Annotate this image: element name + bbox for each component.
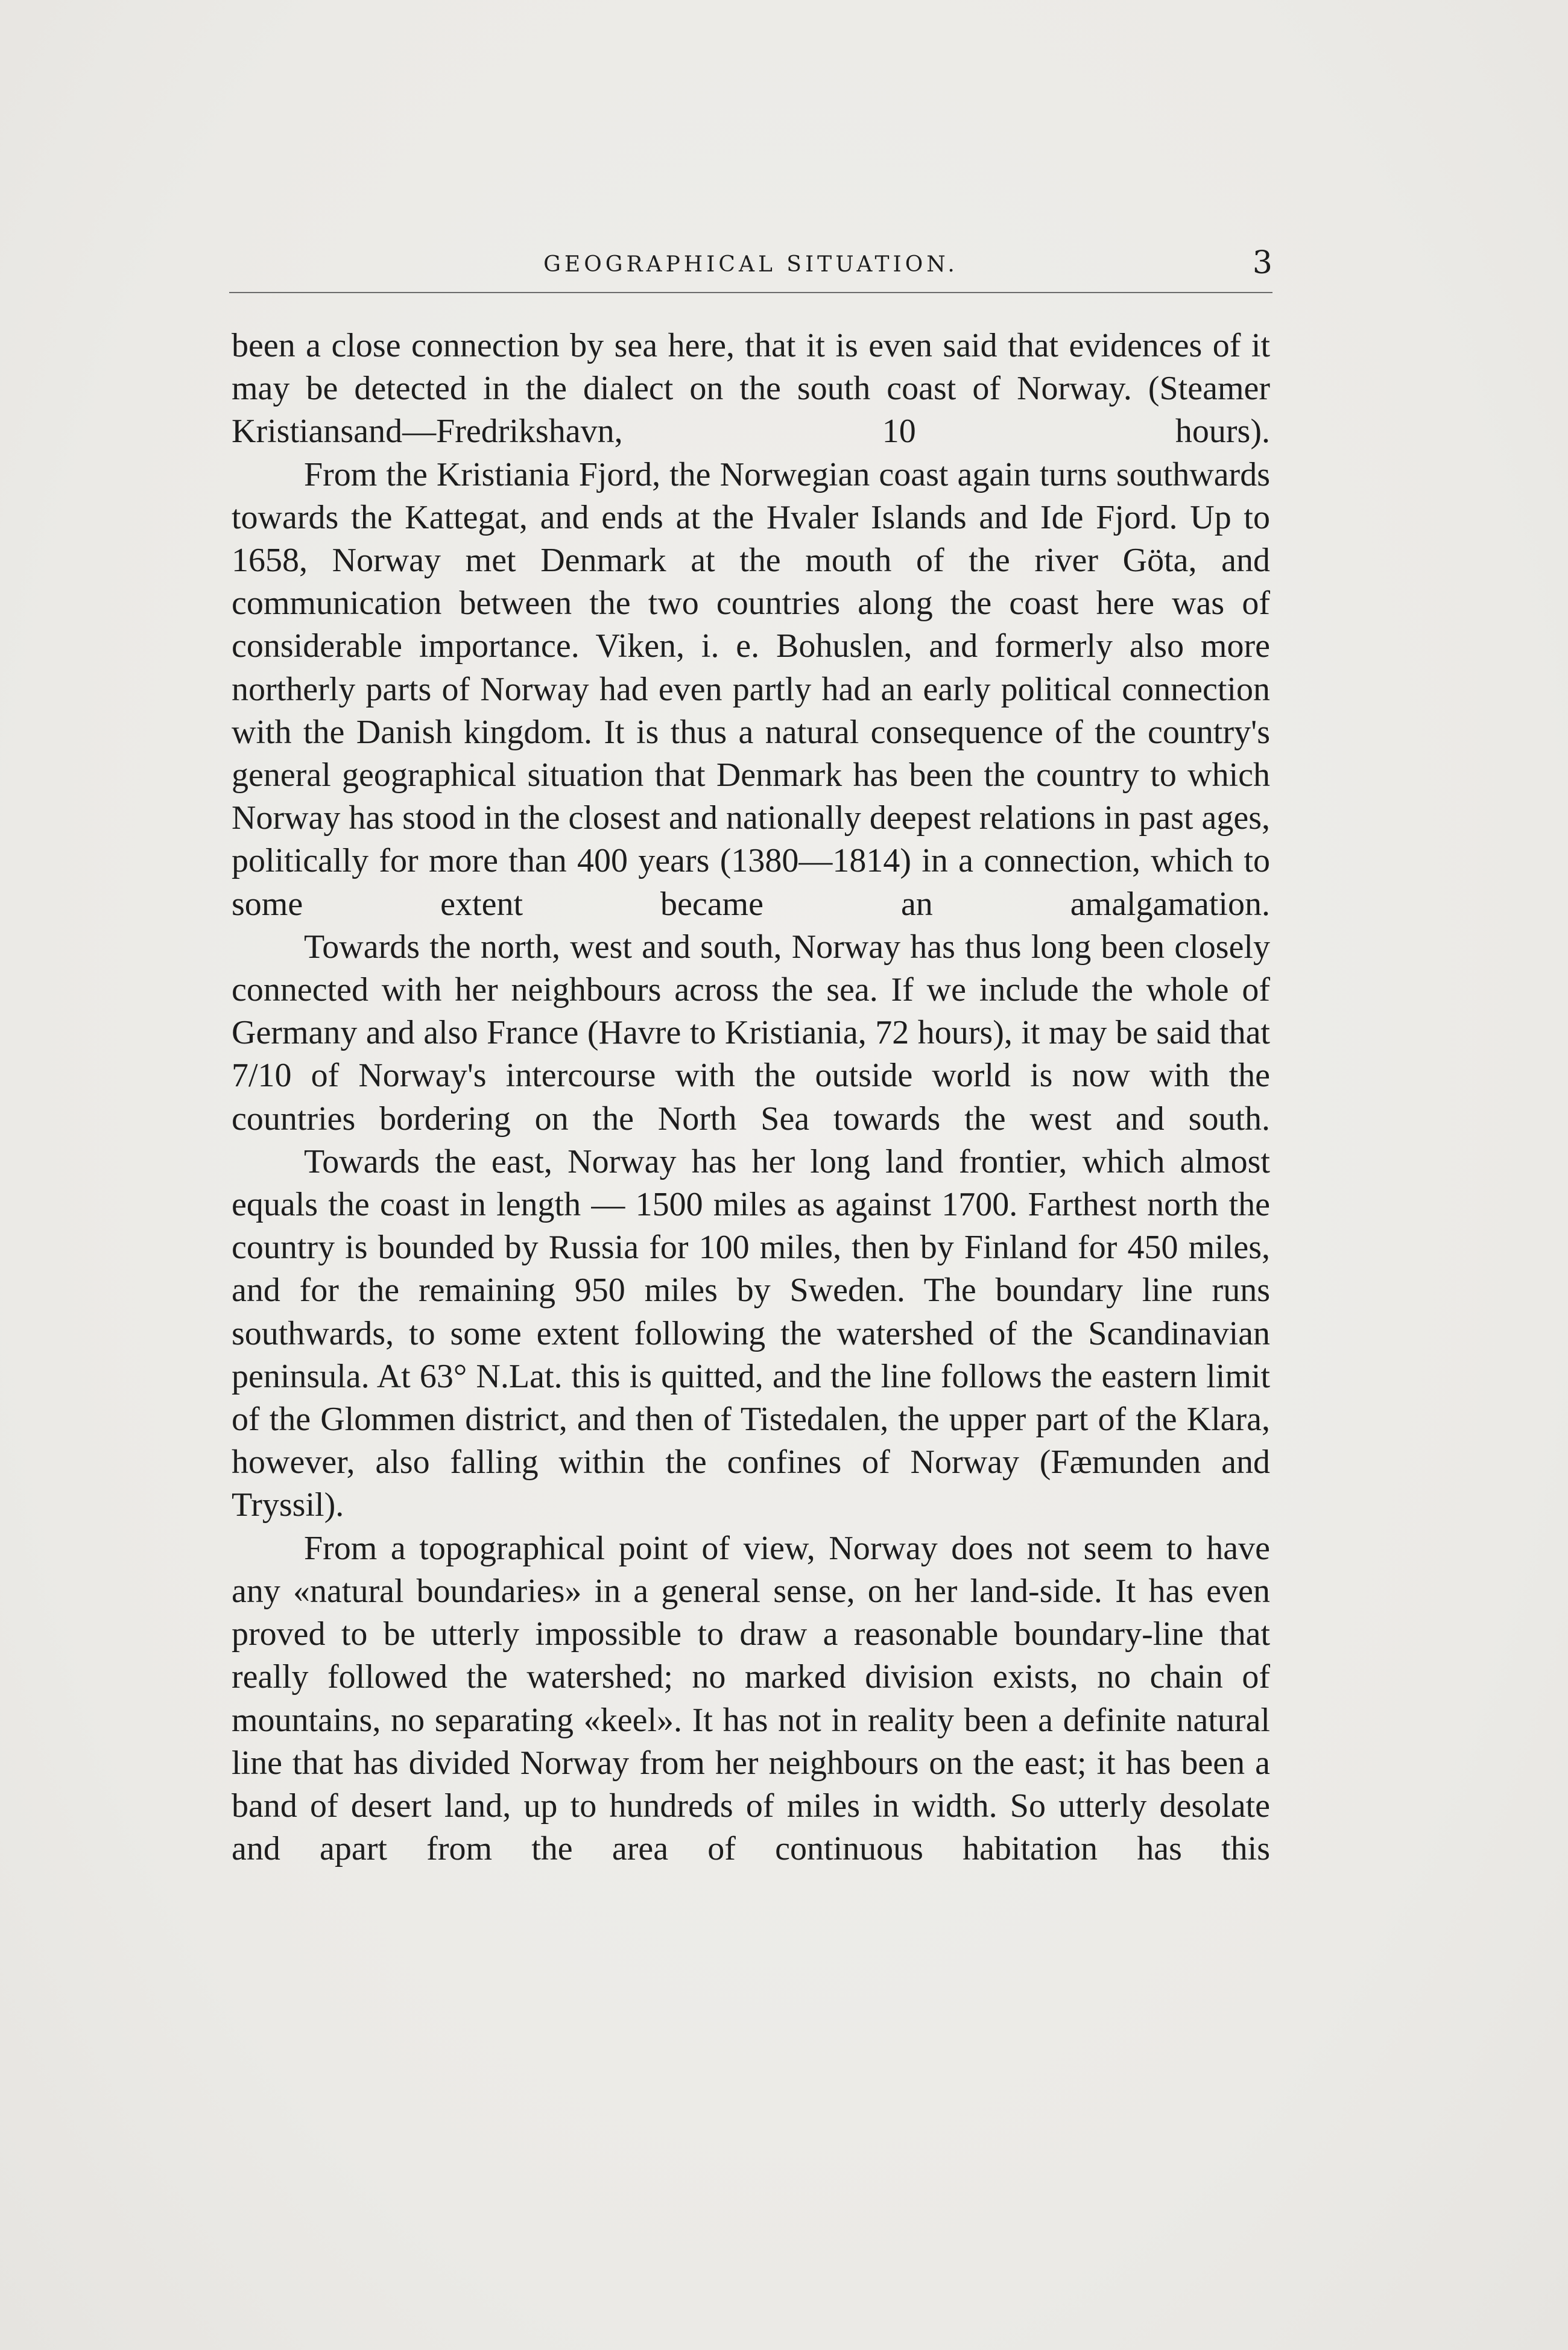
paragraph-1: been a close connection by sea here, that it is even said that evidences of it may be detected in the dialect on the south coast of Norway. (Steamer Kristiansand—Fredrikshavn, 10 hours). [232, 327, 1270, 451]
body-text [232, 325, 1270, 1870]
header-rule [229, 292, 1272, 293]
paragraph-5: From a topographical point of view, Norway does not seem to have any «natural boundaries» in a general sense, on her land-side. It has even proved to be utterly impossible to draw a reasonable boundary-line that really followed the watershed; no marked division exists, no chain of mountains, no separating «keel». It has not in reality been a definite natural line that has divided Norway from her neighbours on the east; it has been a band of desert land, up to hundreds of miles in width. So utterly desolate and apart from the area of continuous habitation has this [232, 1529, 1270, 1868]
paragraph-3: Towards the north, west and south, Norway has thus long been closely connected with her neighbours across the sea. If we include the whole of Germany and also France (Havre to Kristiania, 72 hours), it may be said that 7/10 of Norway's intercourse with the outside world is now with the countries bordering on the North Sea towards the west and south. [232, 928, 1270, 1138]
running-title: GEOGRAPHICAL SITUATION. [543, 252, 958, 277]
page-number: 3 [1252, 245, 1272, 281]
running-head [229, 245, 1272, 293]
paragraph-4: Towards the east, Norway has her long land frontier, which almost equals the coast in length — 1500 miles as against 1700. Farthest north the country is bounded by Russia for 100 miles, then by Finland for 450 miles, and for the remaining 950 miles by Sweden. The boundary line runs southwards, to some extent following the watershed of the Scandinavian peninsula. At 63° N.Lat. this is quitted, and the line follows the eastern limit of the Glommen district, and then of Tistedalen, the upper part of the Klara, however, also falling within the confines of Norway (Fæmunden and Tryssil). [232, 1142, 1270, 1524]
paragraph-2: From the Kristiania Fjord, the Norwegian coast again turns southwards towards the Kattegat, and ends at the Hvaler Islands and Ide Fjord. Up to 1658, Norway met Denmark at the mouth of the river Göta, and communication between the two countries along the coast here was of considerable importance. Viken, i. e. Bohuslen, and formerly also more northerly parts of Norway had even partly had an early political connection with the Danish kingdom. It is thus a natural consequence of the country's general geographical situation that Denmark has been the country to which Norway has stood in the closest and nationally deepest relations in past ages, politically for more than 400 years (1380—1814) in a connection, which to some extent became an amalgamation. [232, 455, 1270, 923]
